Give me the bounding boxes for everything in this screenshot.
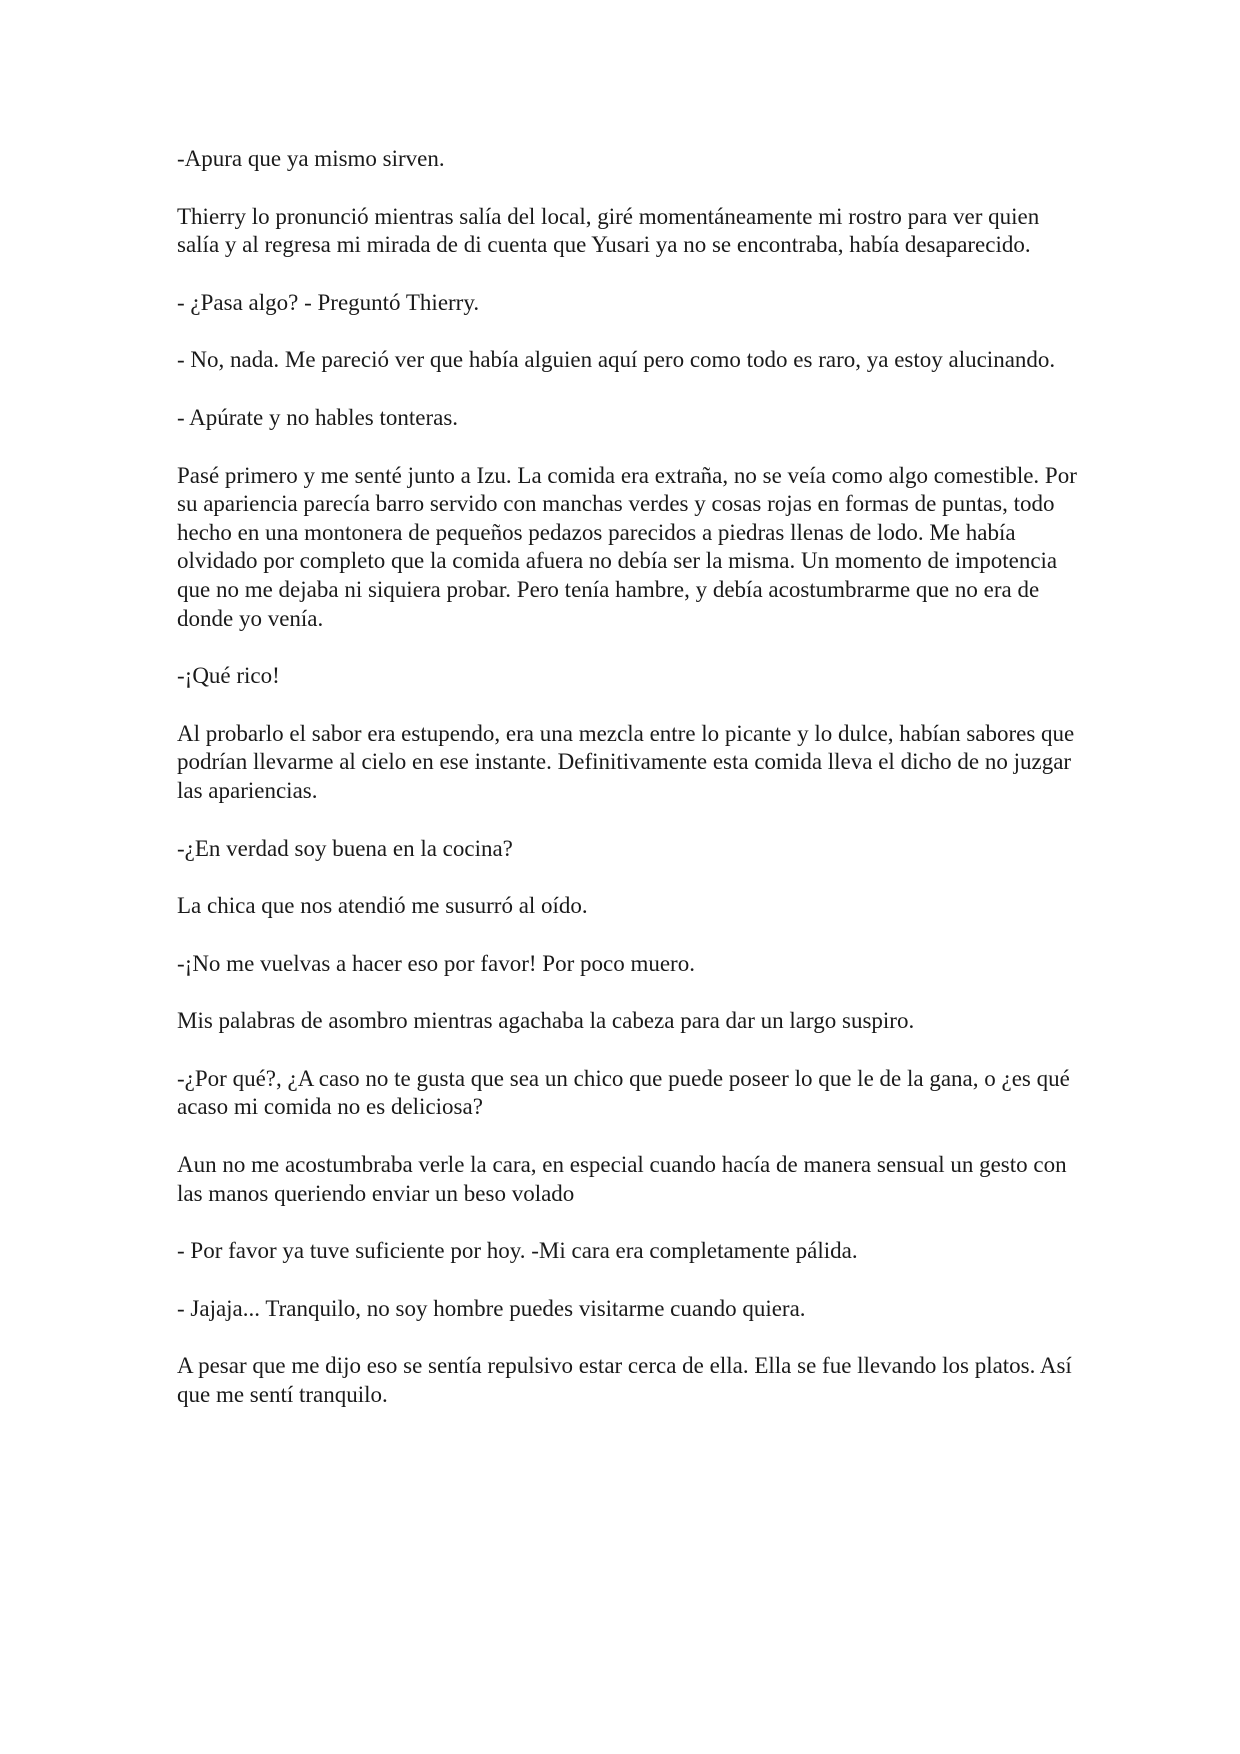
paragraph: -¿Por qué?, ¿A caso no te gusta que sea un chico que puede poseer lo que le de la gana, o ¿es qué acaso mi comida no es deliciosa? [177,1065,1070,1120]
paragraph: -Apura que ya mismo sirven. [177,146,445,171]
paragraph: - Apúrate y no hables tonteras. [177,404,459,430]
paragraph: - No, nada. Me pareció ver que había alguien aquí pero como todo es raro, ya estoy alucinando. [177,347,1056,373]
paragraph: Al probarlo el sabor era estupendo, era una mezcla entre lo picante y lo dulce, habían sabores que podrían llevarme al cielo en ese instante. Definitivamente esta comida lleva el dicho de no juzgar las apariencias. [177,720,1075,803]
paragraph: Aun no me acostumbraba verle la cara, en especial cuando hacía de manera sensual un gesto con las manos queriendo enviar un beso volado [177,1152,1067,1206]
paragraph: Pasé primero y me senté junto a Izu. La comida era extraña, no se veía como algo comestible. Por su apariencia parecía barro servido con manchas verdes y cosas rojas en formas de puntas, todo hecho en una montonera de pequeños pedazos parecidos a piedras llenas de lodo. Me había olvidado por completo que la comida afuera no debía ser la misma. Un momento de impotencia que no me dejaba ni siquiera probar. Pero tenía hambre, y debía acostumbrarme que no era de donde yo venía. [177,462,1077,631]
paragraph: La chica que nos atendió me susurró al oído. [177,893,588,919]
paragraph: Mis palabras de asombro mientras agachaba la cabeza para dar un largo suspiro. [177,1008,915,1034]
document-body [177,145,1077,1439]
paragraph: -¡Qué rico! [177,663,280,689]
paragraph: -¡No me vuelvas a hacer eso por favor! Por poco muero. [177,950,695,976]
paragraph: Thierry lo pronunció mientras salía del local, giré momentáneamente mi rostro para ver quien salía y al regresa mi mirada de di cuenta que Yusari ya no se encontraba, había desaparecido. [177,203,1040,258]
paragraph: - Por favor ya tuve suficiente por hoy. -Mi cara era completamente pálida. [177,1238,858,1264]
paragraph: -¿En verdad soy buena en la cocina? [177,835,513,861]
paragraph: - ¿Pasa algo? - Preguntó Thierry. [177,289,480,315]
paragraph: A pesar que me dijo eso se sentía repulsivo estar cerca de ella. Ella se fue llevando los platos. Así que me sentí tranquilo. [177,1353,1072,1408]
paragraph: - Jajaja... Tranquilo, no soy hombre puedes visitarme cuando quiera. [177,1295,806,1321]
